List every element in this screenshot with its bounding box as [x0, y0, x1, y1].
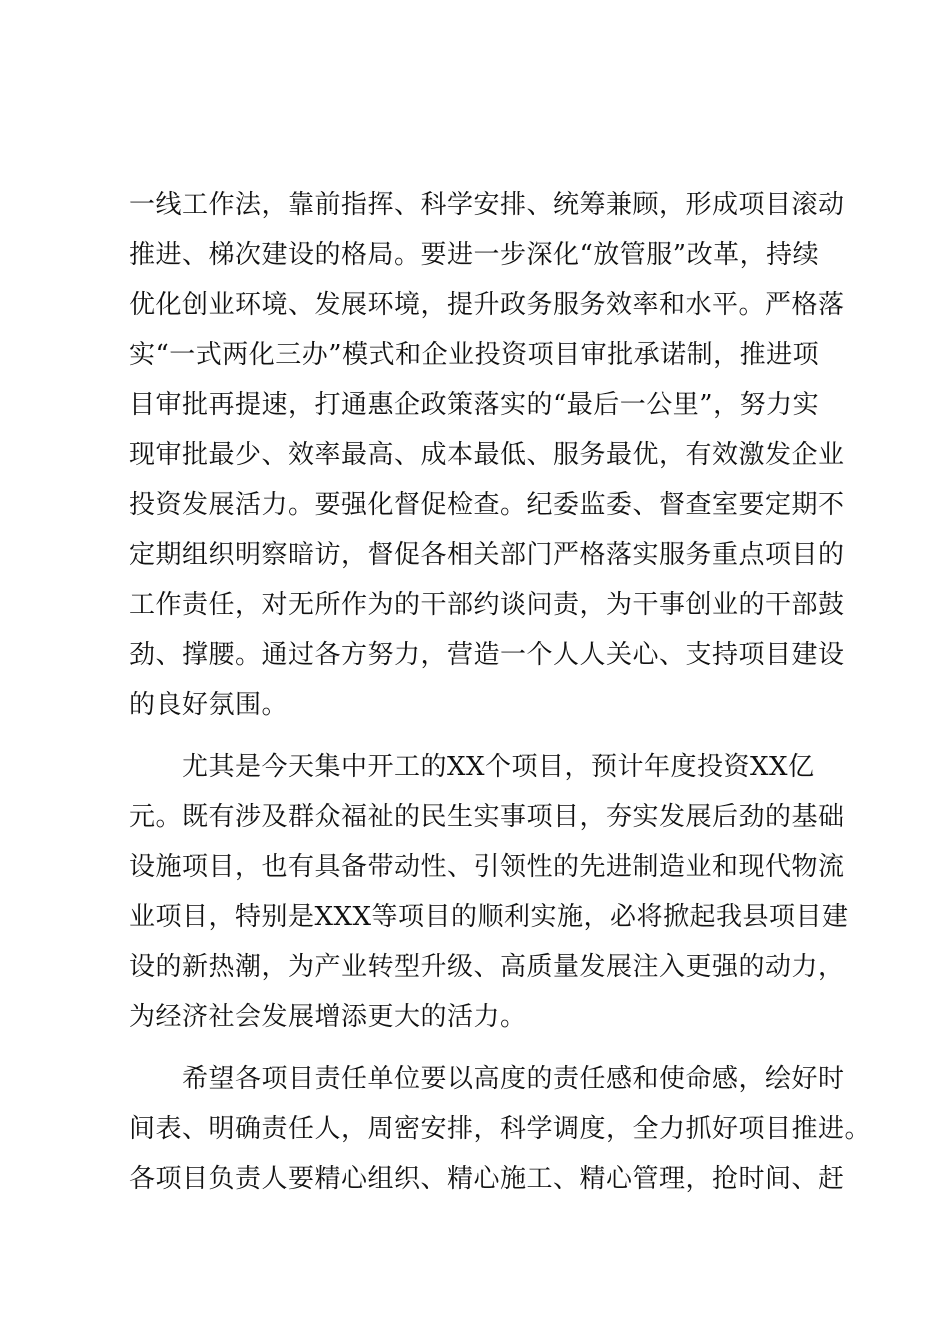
text-line: 工作责任，对无所作为的干部约谈问责，为干事创业的干部鼓	[129, 590, 845, 620]
paragraph-1	[129, 180, 849, 730]
text-line: 尤其是今天集中开工的XX个项目，预计年度投资XX亿	[129, 752, 815, 782]
text-line: 各项目负责人要精心组织、精心施工、精心管理，抢时间、赶	[129, 1164, 845, 1194]
text-line: 的良好氛围。	[129, 690, 289, 720]
text-line: 目审批再提速，打通惠企政策落实的“最后一公里”，努力实	[129, 390, 820, 420]
paragraph-3	[129, 1054, 872, 1204]
text-line: 优化创业环境、发展环境，提升政务服务效率和水平。严格落	[129, 290, 845, 320]
paragraph-spacing	[129, 1042, 849, 1054]
text-line: 投资发展活力。要强化督促检查。纪委监委、督查室要定期不	[129, 490, 845, 520]
text-line: 为经济社会发展增添更大的活力。	[129, 1002, 527, 1032]
paragraph-spacing	[129, 730, 849, 742]
text-line: 现审批最少、效率最高、成本最低、服务最优，有效激发企业	[129, 440, 845, 470]
text-line: 间表、明确责任人，周密安排，科学调度，全力抓好项目推进。	[129, 1114, 872, 1144]
text-line: 一线工作法，靠前指挥、科学安排、统筹兼顾，形成项目滚动	[129, 190, 845, 220]
text-line: 设施项目，也有具备带动性、引领性的先进制造业和现代物流	[129, 852, 845, 882]
text-line: 业项目，特别是XXX等项目的顺利实施，必将掀起我县项目建	[129, 902, 849, 932]
text-line: 希望各项目责任单位要以高度的责任感和使命感，绘好时	[129, 1064, 845, 1094]
text-line: 劲、撑腰。通过各方努力，营造一个人人关心、支持项目建设	[129, 640, 845, 670]
text-line: 实“一式两化三办”模式和企业投资项目审批承诺制，推进项	[129, 340, 820, 370]
text-line: 设的新热潮，为产业转型升级、高质量发展注入更强的动力，	[129, 952, 845, 982]
document-body	[129, 180, 872, 1204]
text-line: 定期组织明察暗访，督促各相关部门严格落实服务重点项目的	[129, 540, 845, 570]
paragraph-2	[129, 742, 849, 1042]
text-line: 元。既有涉及群众福祉的民生实事项目，夯实发展后劲的基础	[129, 802, 845, 832]
text-line: 推进、梯次建设的格局。要进一步深化“放管服”改革，持续	[129, 240, 820, 270]
